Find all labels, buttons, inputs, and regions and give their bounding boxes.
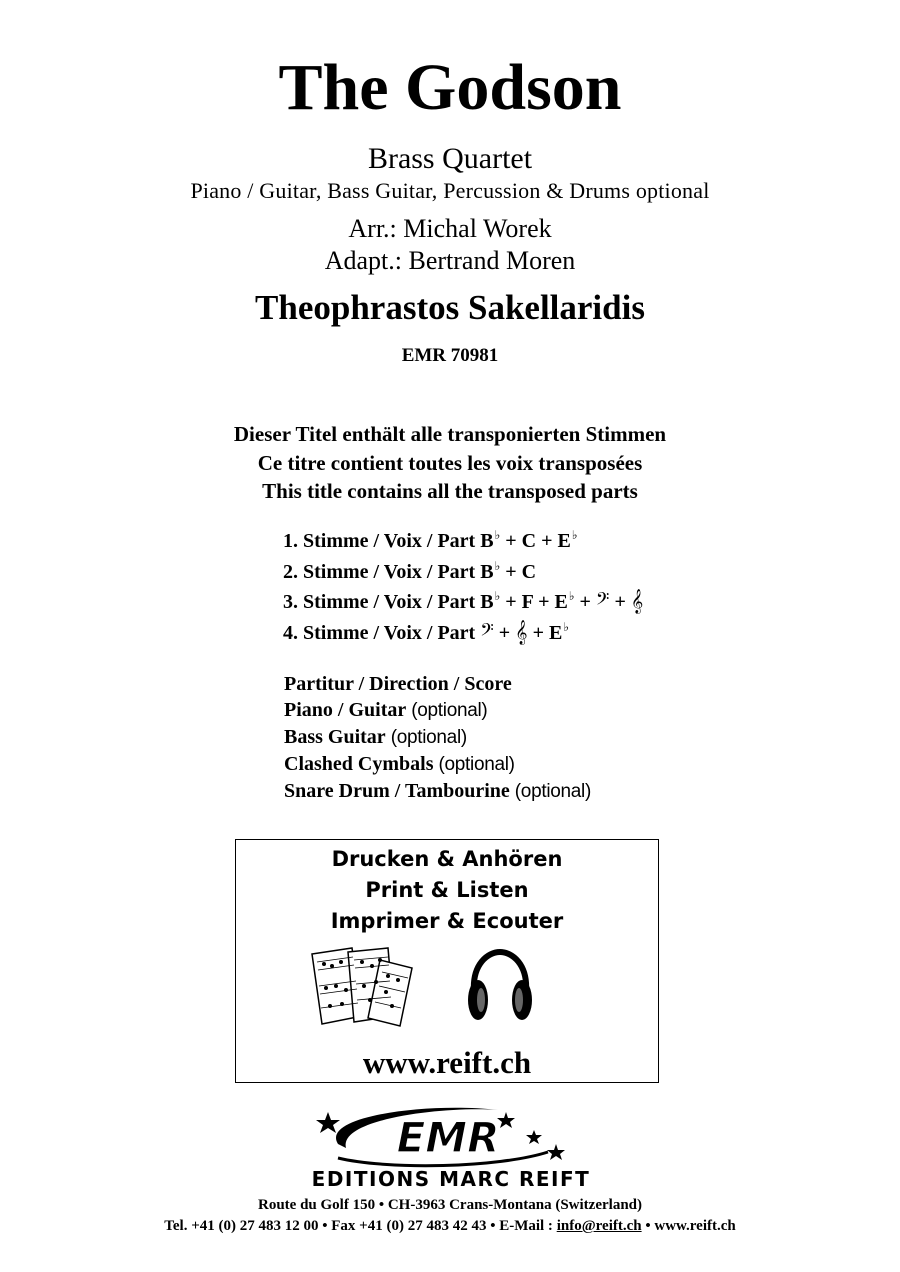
- transposition-notice-fr: Ce titre contient toutes les voix transposées: [257, 451, 643, 475]
- print-listen-box: [235, 839, 659, 1083]
- parts-list: [283, 520, 643, 642]
- adapter-credit: Adapt.: Bertrand Moren: [324, 246, 576, 275]
- optional-instruments: Piano / Guitar, Bass Guitar, Percussion & Drums optional: [190, 178, 710, 203]
- list-item: Clashed Cymbals (optional): [284, 753, 515, 775]
- treble-clef-icon: 𝄞: [515, 619, 528, 644]
- promo-website[interactable]: www.reift.ch: [362, 1045, 532, 1080]
- emr-logo-text: EMR: [396, 1113, 500, 1162]
- composer-name: Theophrastos Sakellaridis: [255, 288, 645, 327]
- part-item: 3. Stimme / Voix / Part B♭ + F + E♭ + 𝄢 + 𝄞: [283, 589, 644, 613]
- ensemble-subtitle: Brass Quartet: [367, 142, 533, 175]
- publisher-contact: Tel. +41 (0) 27 483 12 00 • Fax +41 (0) 27 483 42 43 • E-Mail : info@reift.ch • www.reift.ch: [164, 1218, 736, 1234]
- list-item: Bass Guitar (optional): [284, 726, 467, 748]
- arranger-credit: Arr.: Michal Worek: [348, 214, 552, 243]
- promo-line-de: Drucken & Anhören: [331, 847, 563, 871]
- bass-clef-icon: 𝄢: [480, 619, 494, 644]
- publisher-name: EDITIONS MARC REIFT: [311, 1167, 591, 1190]
- emr-logo: [298, 1104, 604, 1190]
- list-item: Snare Drum / Tambourine (optional): [284, 780, 591, 802]
- promo-line-fr: Imprimer & Ecouter: [330, 909, 564, 933]
- treble-clef-icon: 𝄞: [630, 589, 644, 613]
- list-item: Partitur / Direction / Score: [284, 673, 512, 695]
- promo-line-en: Print & Listen: [365, 878, 529, 902]
- part-item: 4. Stimme / Voix / Part 𝄢 + 𝄞 + E♭: [283, 619, 569, 644]
- transposition-notice-de: Dieser Titel enthält alle transponierten Stimmen: [233, 422, 667, 446]
- email-link[interactable]: info@reift.ch: [556, 1218, 642, 1234]
- list-item: Piano / Guitar (optional): [284, 699, 488, 721]
- bass-clef-icon: 𝄢: [595, 589, 610, 613]
- additional-parts-list: [284, 671, 591, 805]
- headphones-icon: [464, 948, 536, 1026]
- transposition-notice-en: This title contains all the transposed parts: [262, 479, 638, 503]
- part-item: 2. Stimme / Voix / Part B♭ + C: [283, 558, 537, 583]
- publisher-address: Route du Golf 150 • CH-3963 Crans-Montana (Switzerland): [258, 1197, 642, 1213]
- catalog-number: EMR 70981: [401, 345, 499, 366]
- part-item: 1. Stimme / Voix / Part B♭ + C + E♭: [283, 528, 578, 552]
- page-title: The Godson: [278, 51, 622, 124]
- sheet-music-icon: [308, 946, 420, 1028]
